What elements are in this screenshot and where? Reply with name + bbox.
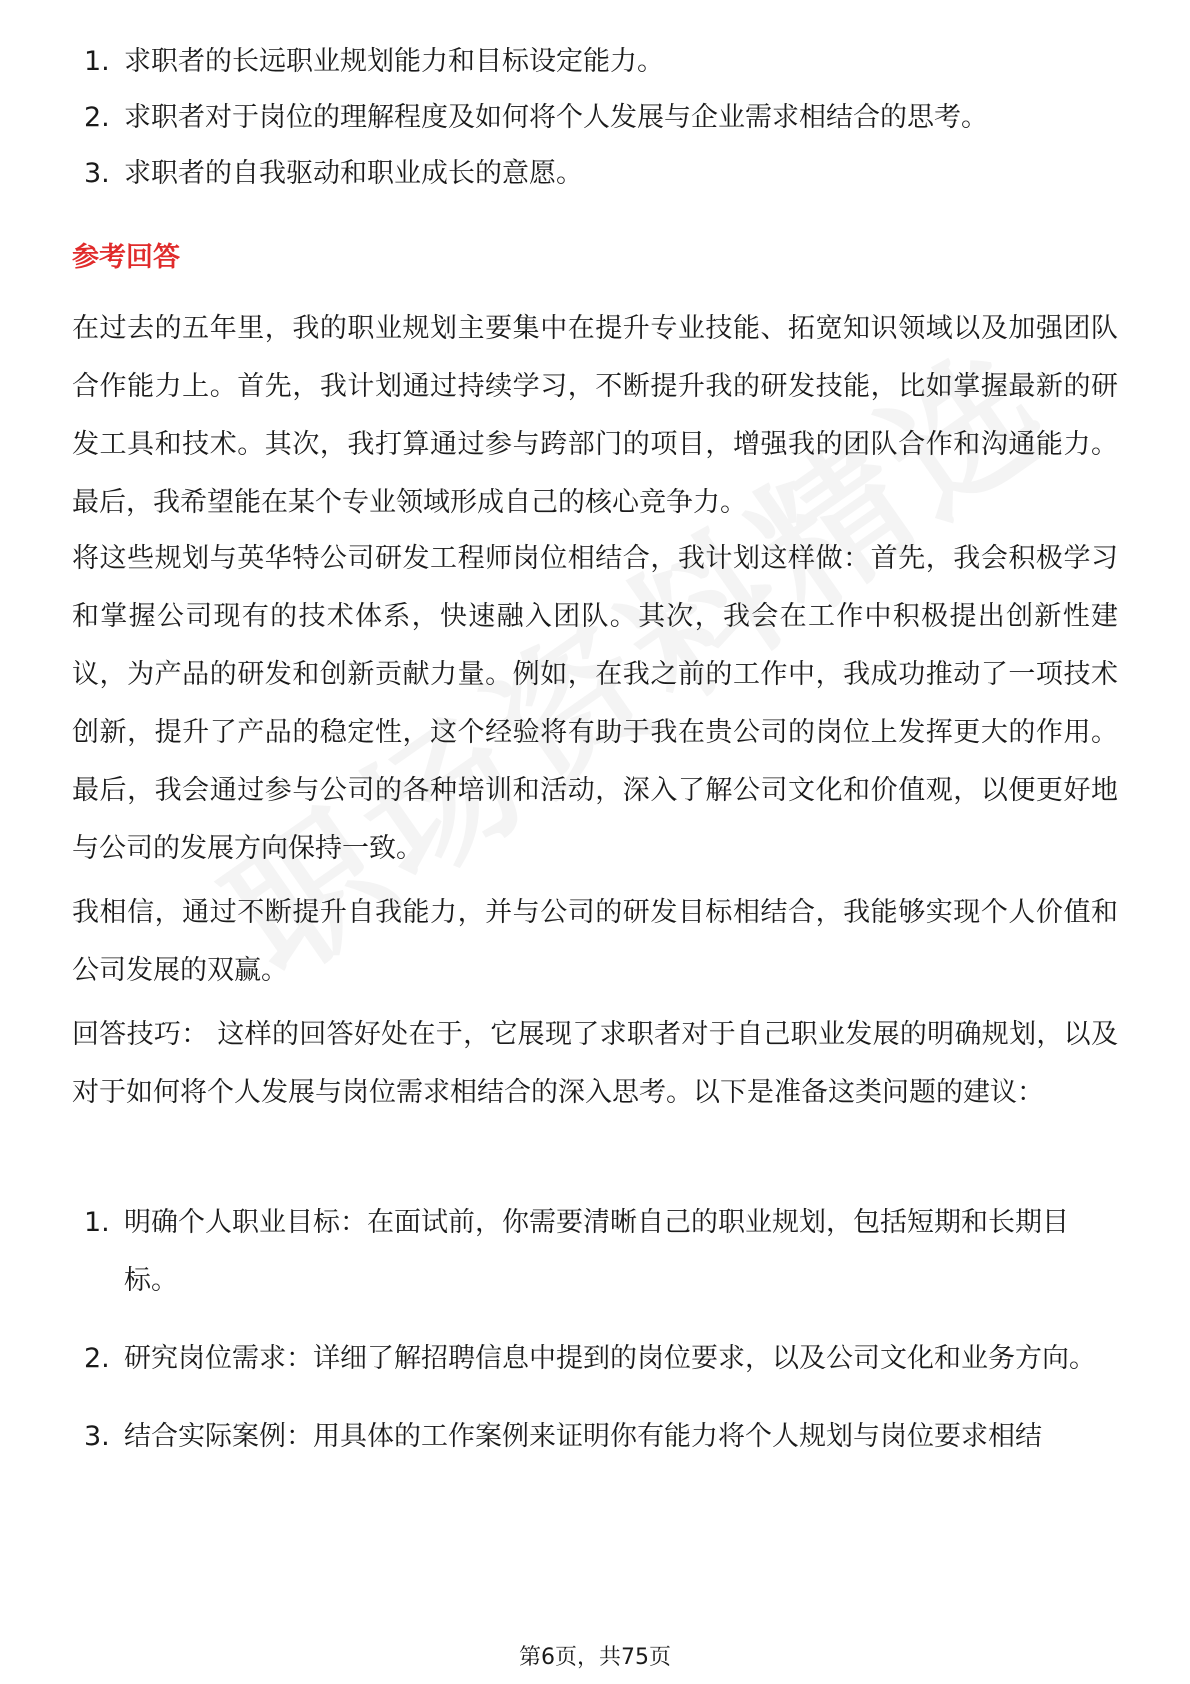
list-item bbox=[84, 1408, 1120, 1466]
list-number: 3. bbox=[84, 1421, 110, 1452]
list-item bbox=[84, 1194, 1120, 1310]
list-text: 结合实际案例：用具体的工作案例来证明你有能力将个人规划与岗位要求相结 bbox=[124, 1421, 1042, 1452]
answer-paragraph: 在过去的五年里，我的职业规划主要集中在提升专业技能、拓宽知识领域以及加强团队合作能力上。首先，我计划通过持续学习，不断提升我的研发技能，比如掌握最新的研发工具和技术。其次，我打算通过参与跨部门的项目，增强我的团队合作和沟通能力。最后，我希望能在某个专业领域形成自己的核心竞争力。 bbox=[72, 313, 1118, 518]
section-heading: 参考回答 bbox=[72, 242, 180, 273]
answer-paragraph: 将这些规划与英华特公司研发工程师岗位相结合，我计划这样做：首先，我会积极学习和掌握公司现有的技术体系，快速融入团队。其次，我会在工作中积极提出创新性建议，为产品的研发和创新贡献力量。例如，在我之前的工作中，我成功推动了一项技术创新，提升了产品的稳定性，这个经验将有助于我在贵公司的岗位上发挥更大的作用。最后，我会通过参与公司的各种培训和活动，深入了解公司文化和价值观，以便更好地与公司的发展方向保持一致。 bbox=[72, 543, 1118, 864]
list-number: 1. bbox=[84, 1207, 110, 1238]
list-item bbox=[84, 90, 1120, 146]
list-number: 2. bbox=[84, 1343, 110, 1374]
list-text: 明确个人职业目标：在面试前，你需要清晰自己的职业规划，包括短期和长期目标。 bbox=[124, 1207, 1069, 1296]
tips-list bbox=[84, 1194, 1120, 1466]
page-number: 第6页，共75页 bbox=[519, 1645, 671, 1670]
answer-paragraph: 我相信，通过不断提升自我能力，并与公司的研发目标相结合，我能够实现个人价值和公司发展的双赢。 bbox=[72, 897, 1118, 986]
list-item bbox=[84, 146, 1120, 202]
list-number: 1. bbox=[84, 46, 110, 77]
list-item bbox=[84, 34, 1120, 90]
list-number: 3. bbox=[84, 158, 110, 189]
criteria-list bbox=[84, 34, 1120, 202]
list-text: 求职者对于岗位的理解程度及如何将个人发展与企业需求相结合的思考。 bbox=[124, 102, 988, 133]
list-text: 求职者的自我驱动和职业成长的意愿。 bbox=[124, 158, 583, 189]
list-item bbox=[84, 1330, 1120, 1388]
list-text: 求职者的长远职业规划能力和目标设定能力。 bbox=[124, 46, 664, 77]
list-text: 研究岗位需求：详细了解招聘信息中提到的岗位要求，以及公司文化和业务方向。 bbox=[124, 1343, 1096, 1374]
tips-intro-paragraph: 回答技巧： 这样的回答好处在于，它展现了求职者对于自己职业发展的明确规划，以及对于如何将个人发展与岗位需求相结合的深入思考。以下是准备这类问题的建议： bbox=[72, 1019, 1118, 1108]
list-number: 2. bbox=[84, 102, 110, 133]
